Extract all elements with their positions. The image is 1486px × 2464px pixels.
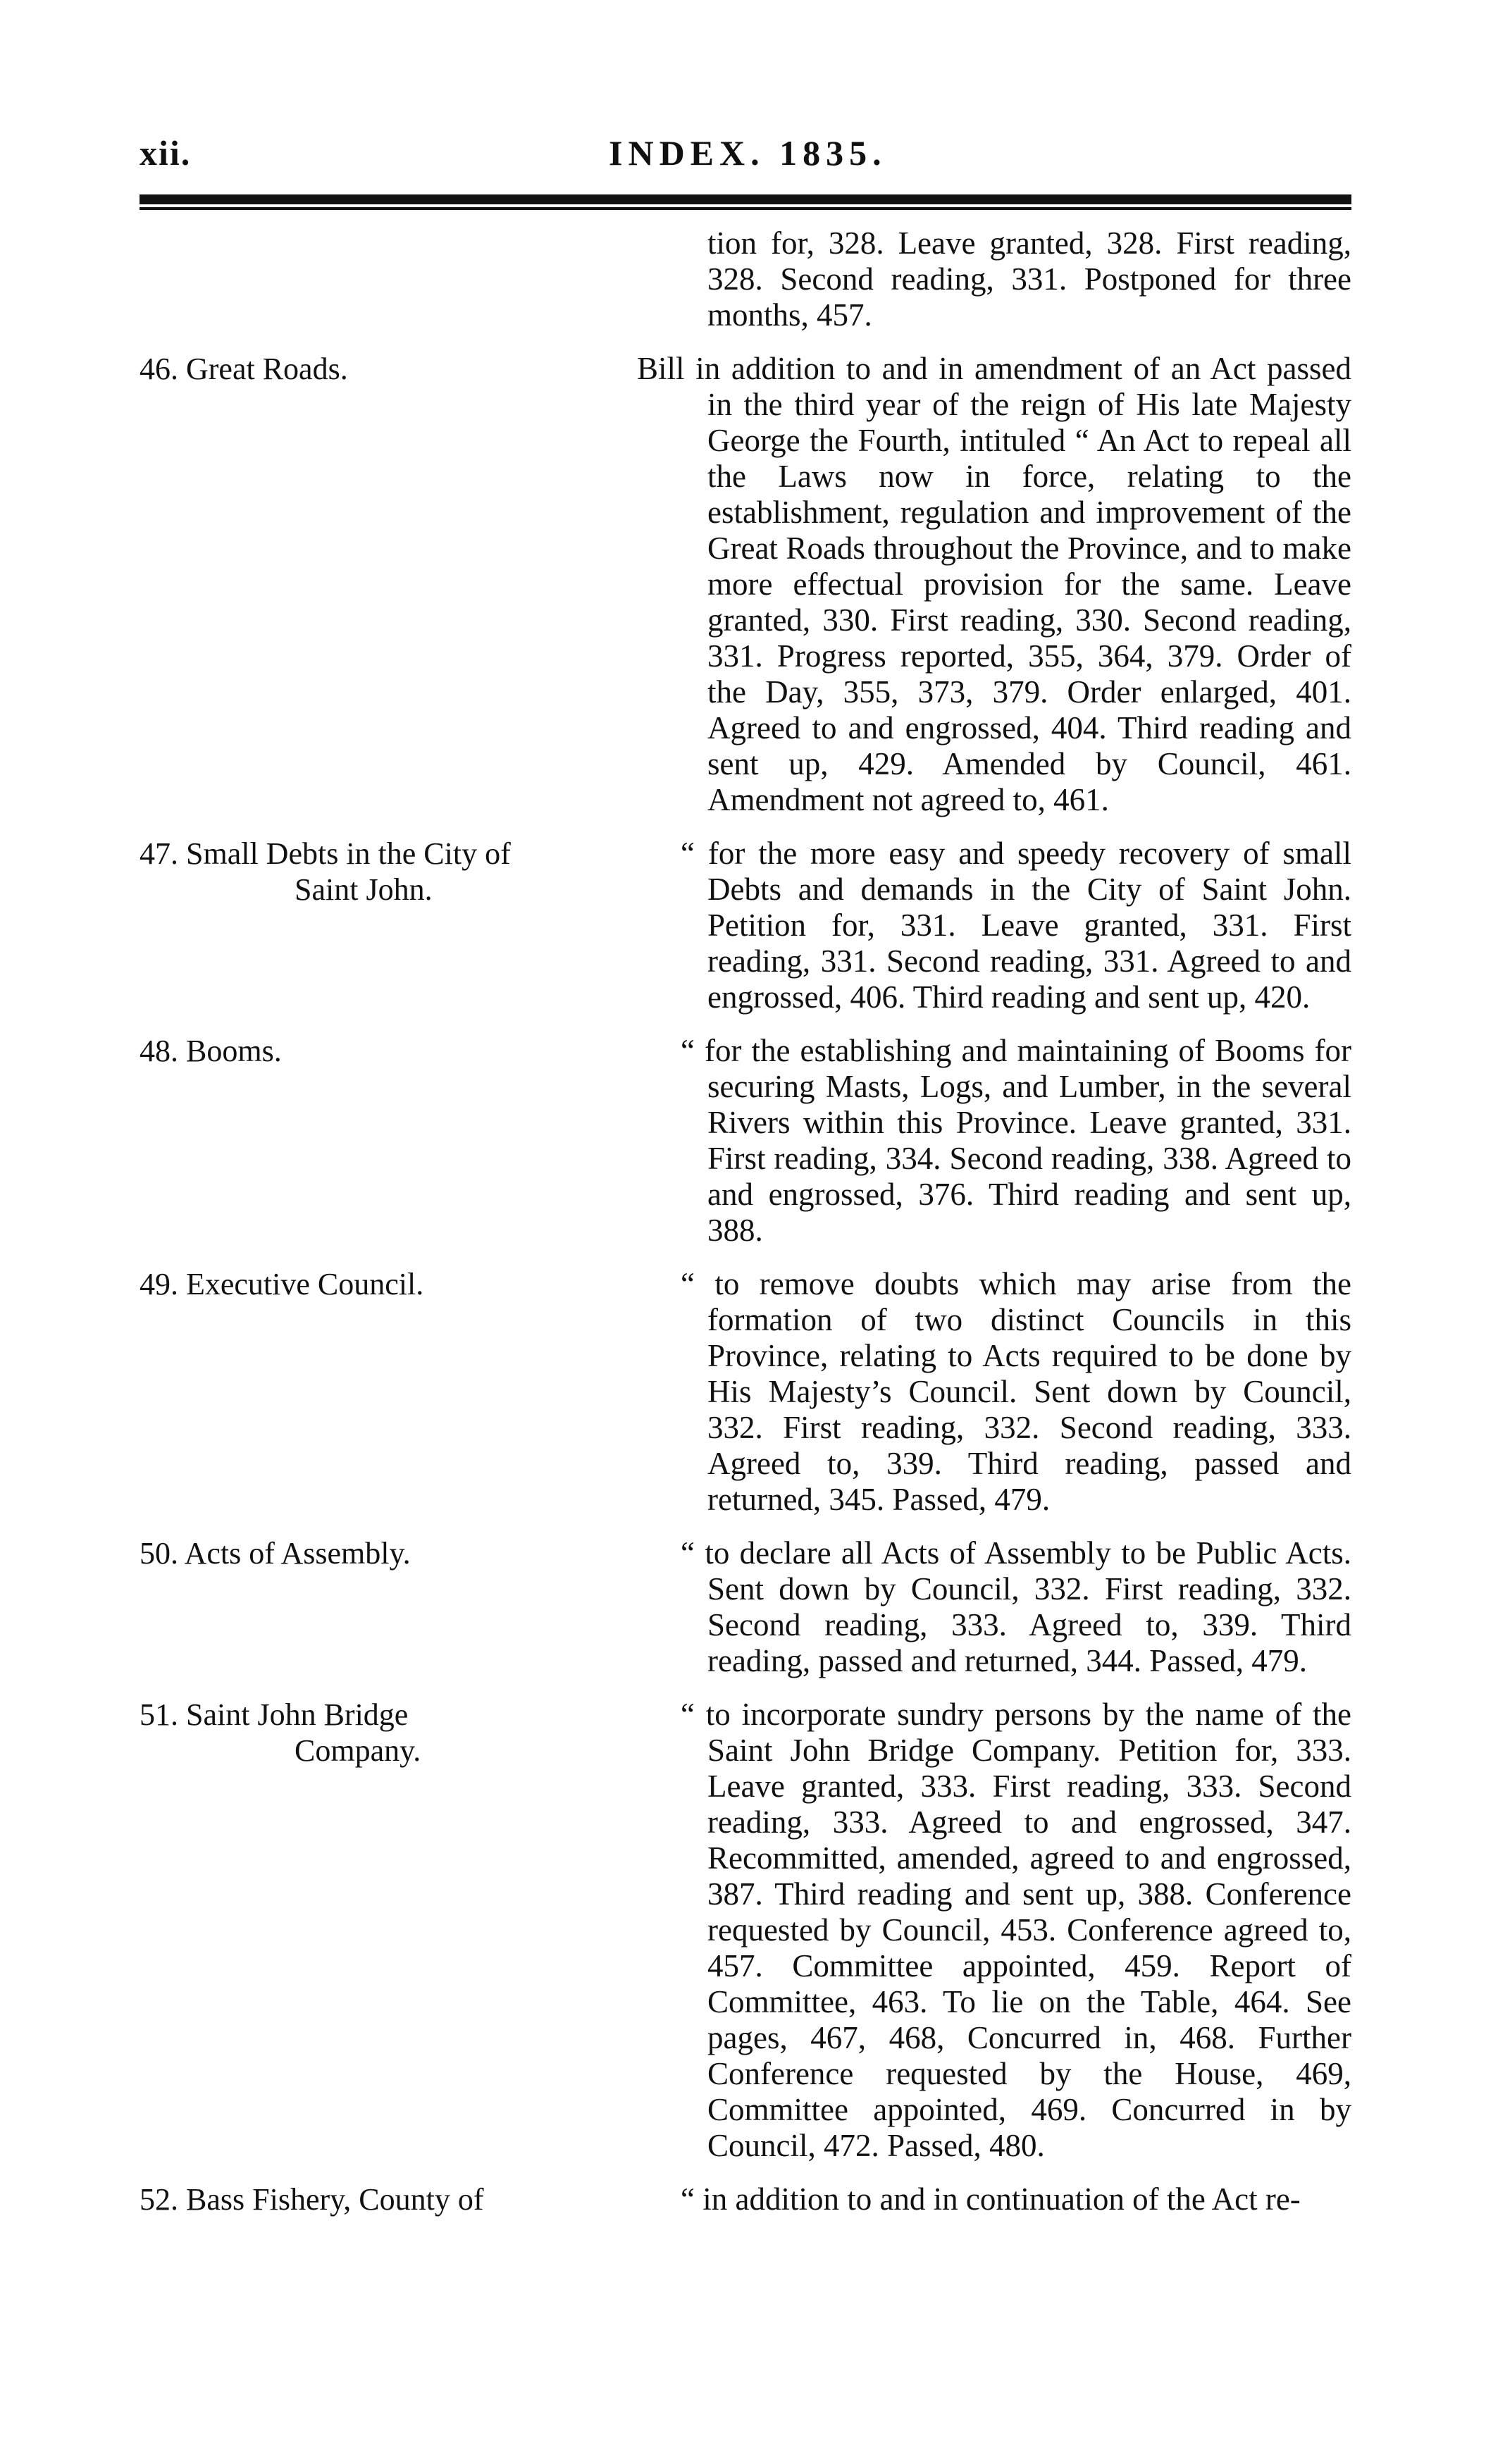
entry-label-line: 52. Bass Fishery, County of bbox=[140, 2182, 484, 2217]
entry-label bbox=[140, 1033, 590, 1069]
page-header bbox=[140, 132, 1351, 182]
entry-label bbox=[140, 351, 590, 387]
index-entry-46 bbox=[140, 351, 1351, 818]
entry-gap bbox=[140, 2164, 1351, 2181]
index-entry-48 bbox=[140, 1033, 1351, 1249]
entry-text: “ to remove doubts which may arise from the formation of two distinct Councils in this Province, relating to Acts required to be done by His Majesty’s Council. Sent down by Council, 332. First reading, 332. Second reading, 333. Agreed to, 339. Third reading, passed and returned, 345. Passed, 479. bbox=[681, 1266, 1351, 1517]
entry-label-line-2: Saint John. bbox=[295, 872, 433, 907]
entry-label bbox=[140, 2181, 590, 2217]
page-number: xii. bbox=[140, 133, 192, 173]
header-rule-thick bbox=[140, 194, 1351, 204]
entry-label-line: 50. Acts of Assembly. bbox=[140, 1536, 411, 1571]
entry-text: “ to declare all Acts of Assembly to be Public Acts. Sent down by Council, 332. First reading, 332. Second reading, 333. Agreed to, 339. Third reading, passed and returned, 344. Passed, 479. bbox=[681, 1535, 1351, 1678]
entry-gap bbox=[140, 1518, 1351, 1535]
index-entry-51 bbox=[140, 1697, 1351, 2164]
index-entry-50 bbox=[140, 1535, 1351, 1679]
entry-label bbox=[140, 1697, 590, 1769]
entry-text: “ in addition to and in continuation of the Act re- bbox=[681, 2181, 1301, 2217]
index-entry-47 bbox=[140, 836, 1351, 1015]
entry-label-line: 49. Executive Council. bbox=[140, 1267, 424, 1301]
entry-gap bbox=[140, 333, 1351, 351]
entry-label-line: 47. Small Debts in the City of bbox=[140, 836, 511, 871]
index-entry-52 bbox=[140, 2181, 1351, 2217]
entry-gap bbox=[140, 1679, 1351, 1697]
entry-text: “ to incorporate sundry persons by the name of the Saint John Bridge Company. Petition for, 333. Leave granted, 333. First reading, 333. Second reading, 333. Agreed to and engrossed, 347. Recommitted, amended, agreed to and engrossed, 387. Third reading and sent up, 388. Conference requested by Council, 453. Conference agreed to, 457. Committee appointed, 459. Report of Committee, 463. To lie on the Table, 464. See pages, 467, 468, Concurred in, 468. Further Conference requested by the House, 469, Committee appointed, 469. Concurred in by Council, 472. Passed, 480. bbox=[681, 1697, 1351, 2163]
entry-label-line-2: Company. bbox=[295, 1733, 421, 1768]
entry-label-line: 51. Saint John Bridge bbox=[140, 1697, 409, 1732]
entry-text: “ for the establishing and maintaining of Booms for securing Masts, Logs, and Lumber, in the several Rivers within this Province. Leave granted, 331. First reading, 334. Second reading, 338. Agreed to and engrossed, 376. Third reading and sent up, 388. bbox=[681, 1033, 1351, 1248]
entry-text: Bill in addition to and in amendment of an Act passed in the third year of the reign of His late Majesty George the Fourth, intituled “ An Act to repeal all the Laws now in force, relating to the establishment, regulation and improvement of the Great Roads throughout the Province, and to make more effectual provision for the same. Leave granted, 330. First reading, 330. Second reading, 331. Progress reported, 355, 364, 379. Order of the Day, 355, 373, 379. Order enlarged, 401. Agreed to and engrossed, 404. Third reading and sent up, 429. Amended by Council, 461. Amendment not agreed to, 461. bbox=[637, 351, 1351, 817]
index-entry-49 bbox=[140, 1266, 1351, 1518]
entry-label bbox=[140, 1266, 590, 1302]
entry-gap bbox=[140, 1015, 1351, 1033]
entry-text: “ for the more easy and speedy recovery of small Debts and demands in the City of Saint John. Petition for, 331. Leave granted, 331. First reading, 331. Second reading, 331. Agreed to and engrossed, 406. Third reading and sent up, 420. bbox=[681, 836, 1351, 1015]
entry-label bbox=[140, 1535, 590, 1571]
entry-label-line: 48. Booms. bbox=[140, 1034, 282, 1068]
continued-entry-text: tion for, 328. Leave granted, 328. First reading, 328. Second reading, 331. Postponed for three months, 457. bbox=[707, 225, 1351, 333]
header-rule-thin bbox=[140, 207, 1351, 210]
entry-label bbox=[140, 836, 590, 908]
entry-gap bbox=[140, 818, 1351, 836]
index-content bbox=[140, 225, 1351, 2217]
entry-gap bbox=[140, 1249, 1351, 1266]
entry-label-line: 46. Great Roads. bbox=[140, 352, 348, 386]
running-title: INDEX. 1835. bbox=[609, 133, 887, 173]
